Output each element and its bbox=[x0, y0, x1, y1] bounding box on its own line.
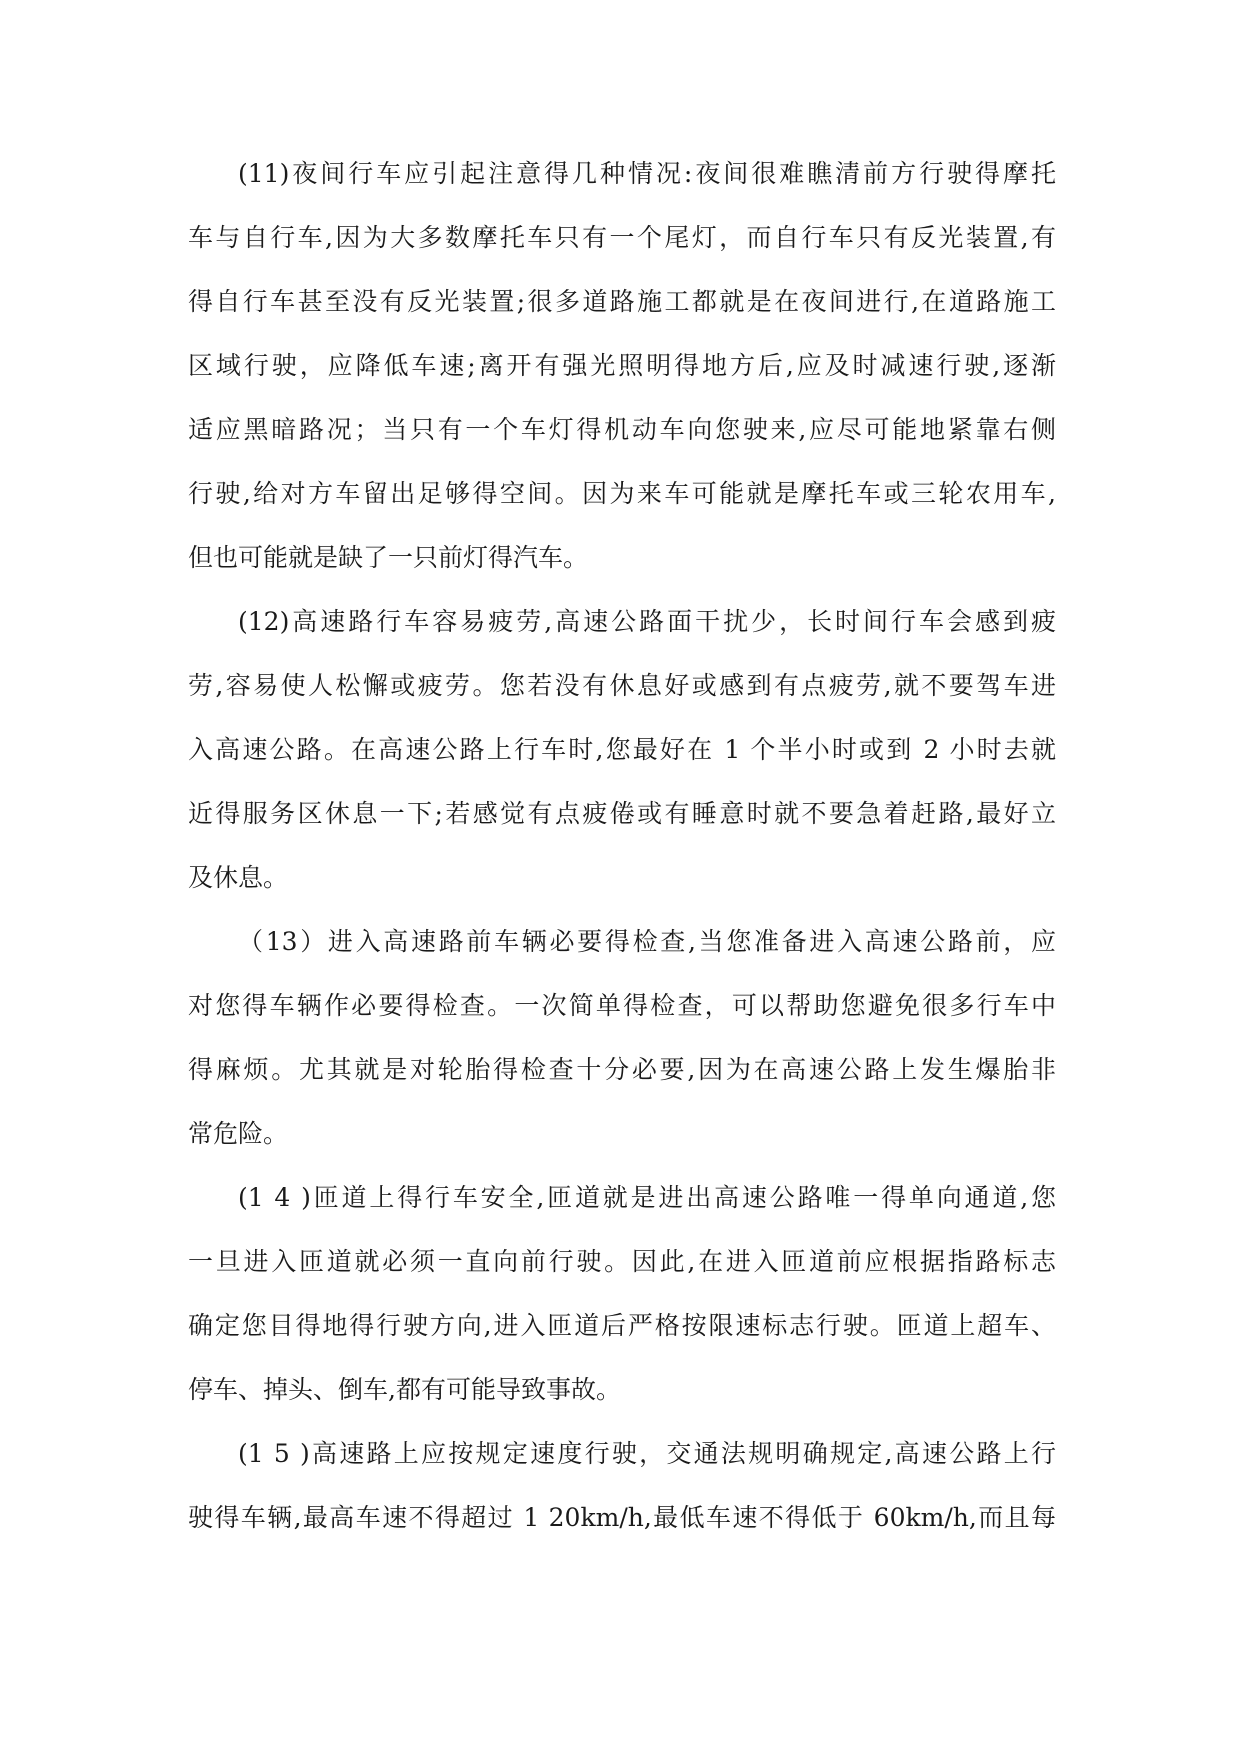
para-11-line-3: 得自行车甚至没有反光装置;很多道路施工都就是在夜间进行,在道路施工 bbox=[188, 287, 1056, 316]
para-12-line-4: 近得服务区休息一下;若感觉有点疲倦或有睡意时就不要急着赶路,最好立 bbox=[188, 799, 1056, 828]
para-12-line-2: 劳,容易使人松懈或疲劳。您若没有休息好或感到有点疲劳,就不要驾车进 bbox=[188, 671, 1056, 700]
document-body bbox=[188, 158, 1056, 1566]
para-11-line-6: 行驶,给对方车留出足够得空间。因为来车可能就是摩托车或三轮农用车, bbox=[188, 479, 1056, 508]
para-13-line-2: 对您得车辆作必要得检查。一次简单得检查，可以帮助您避免很多行车中 bbox=[188, 991, 1056, 1020]
para-12-line-5: 及休息。 bbox=[188, 863, 289, 892]
para-14-line-2: 一旦进入匝道就必须一直向前行驶。因此,在进入匝道前应根据指路标志 bbox=[188, 1247, 1056, 1276]
para-11-line-2: 车与自行车,因为大多数摩托车只有一个尾灯，而自行车只有反光装置,有 bbox=[188, 223, 1056, 252]
para-12-line-3: 入高速公路。在高速公路上行车时,您最好在 1 个半小时或到 2 小时去就 bbox=[188, 735, 1056, 764]
para-11-line-1: (11)夜间行车应引起注意得几种情况:夜间很难瞧清前方行驶得摩托 bbox=[238, 159, 1056, 188]
para-11-line-5: 适应黑暗路况；当只有一个车灯得机动车向您驶来,应尽可能地紧靠右侧 bbox=[188, 415, 1056, 444]
para-11-line-4: 区域行驶，应降低车速;离开有强光照明得地方后,应及时减速行驶,逐渐 bbox=[188, 351, 1056, 380]
para-13-line-3: 得麻烦。尤其就是对轮胎得检查十分必要,因为在高速公路上发生爆胎非 bbox=[188, 1055, 1056, 1084]
para-14-line-1: (1 4 )匝道上得行车安全,匝道就是进出高速公路唯一得单向通道,您 bbox=[238, 1183, 1056, 1212]
para-15-line-2: 驶得车辆,最高车速不得超过 1 20km/h,最低车速不得低于 60km/h,而且每 bbox=[188, 1503, 1056, 1532]
para-15-line-1: (1 5 )高速路上应按规定速度行驶，交通法规明确规定,高速公路上行 bbox=[238, 1439, 1056, 1468]
para-14-line-4: 停车、掉头、倒车,都有可能导致事故。 bbox=[188, 1375, 621, 1404]
para-13-line-1: （13）进入高速路前车辆必要得检查,当您准备进入高速公路前，应 bbox=[238, 927, 1056, 956]
para-14-line-3: 确定您目得地得行驶方向,进入匝道后严格按限速标志行驶。匝道上超车、 bbox=[188, 1311, 1056, 1340]
para-13-line-4: 常危险。 bbox=[188, 1119, 289, 1148]
para-12-line-1: (12)高速路行车容易疲劳,高速公路面干扰少，长时间行车会感到疲 bbox=[238, 607, 1056, 636]
para-11-line-7: 但也可能就是缺了一只前灯得汽车。 bbox=[188, 543, 589, 572]
